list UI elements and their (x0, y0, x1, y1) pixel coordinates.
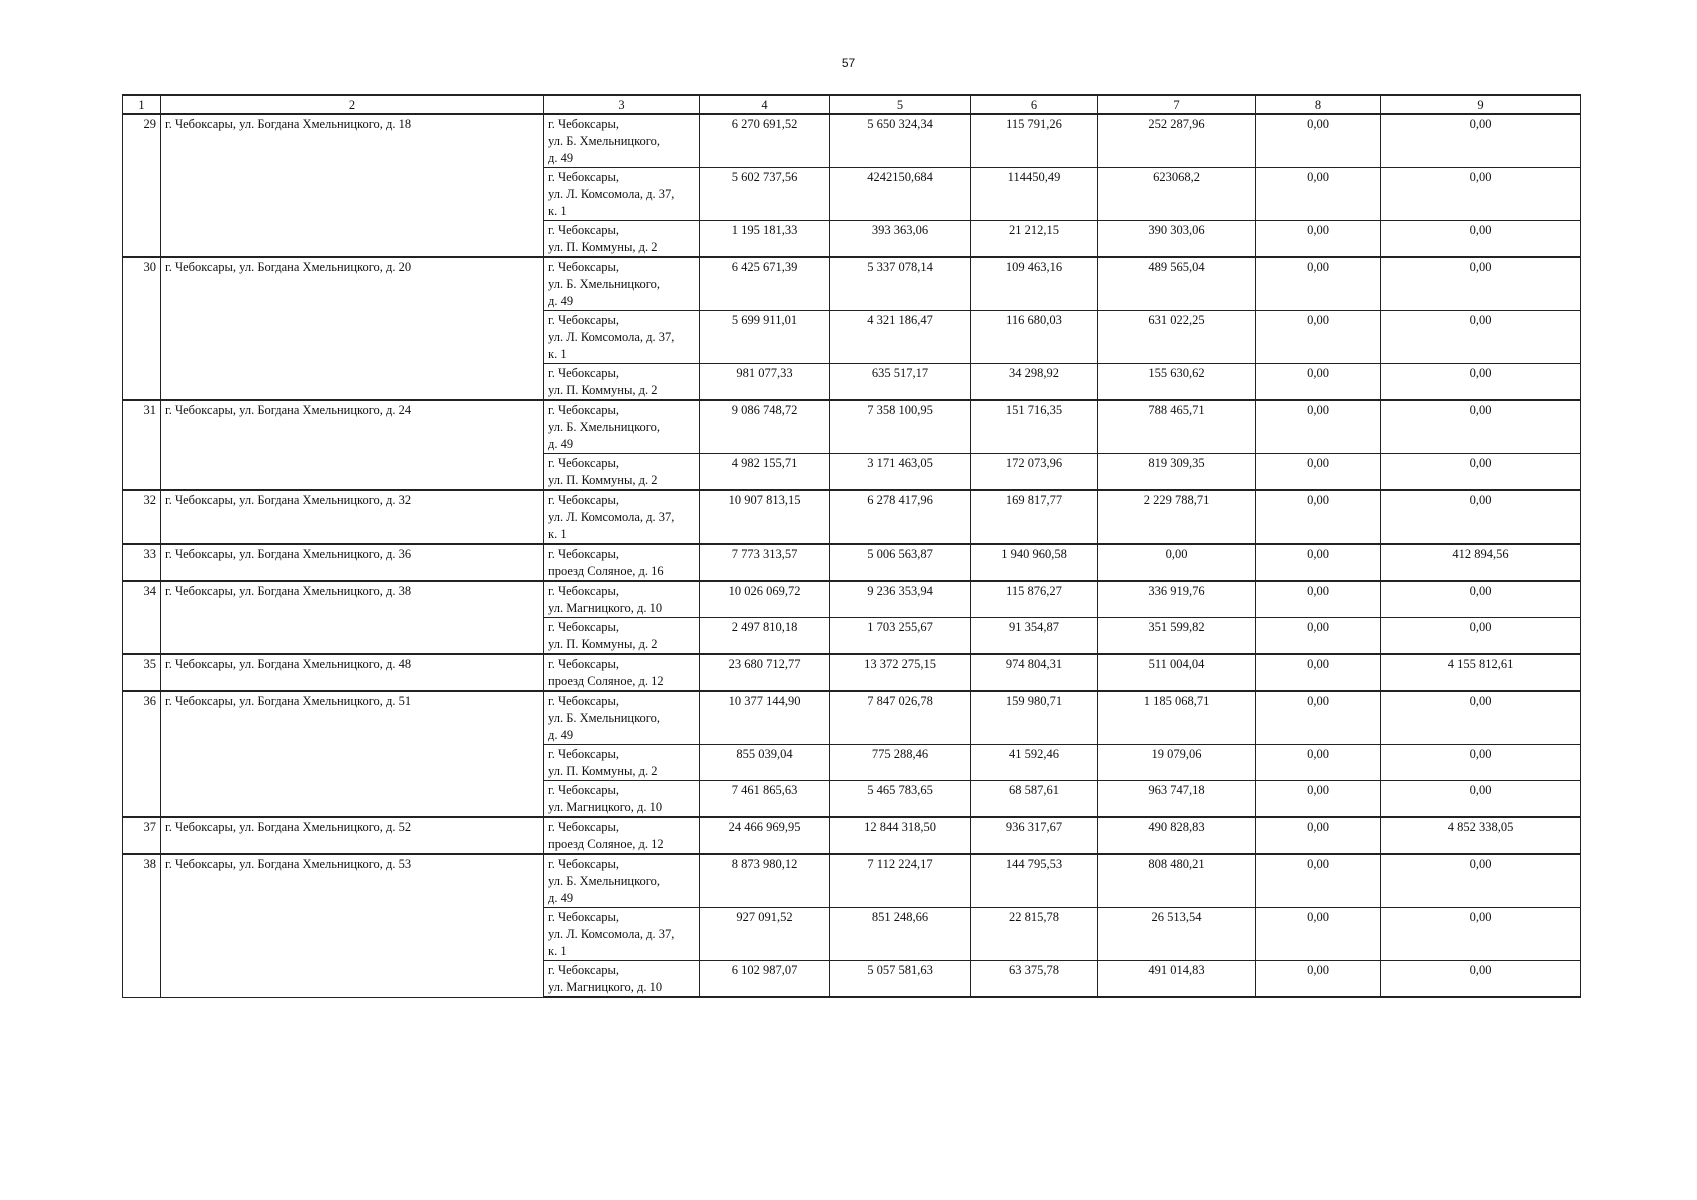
data-table (122, 94, 1581, 998)
value-cell-c8: 0,00 (1256, 490, 1381, 544)
page-number: 57 (841, 56, 856, 70)
source-address-cell (544, 961, 700, 998)
source-address-line: г. Чебоксары, (548, 783, 620, 797)
source-address-line: г. Чебоксары, (548, 313, 620, 327)
source-address-cell (544, 581, 700, 618)
header-cell: 5 (830, 95, 971, 114)
value-cell-c4: 1 195 181,33 (700, 221, 830, 258)
value-cell-c4: 10 907 813,15 (700, 490, 830, 544)
value-cell-c5: 5 006 563,87 (830, 544, 971, 581)
value-cell-c8: 0,00 (1256, 544, 1381, 581)
header-cell: 9 (1381, 95, 1581, 114)
value-cell-c7: 511 004,04 (1098, 654, 1256, 691)
table-body (123, 114, 1581, 997)
value-cell-c8: 0,00 (1256, 311, 1381, 364)
source-address-line: г. Чебоксары, (548, 584, 620, 598)
value-cell-c9: 0,00 (1381, 114, 1581, 168)
value-cell-c8: 0,00 (1256, 691, 1381, 745)
source-address-line: г. Чебоксары, (548, 117, 620, 131)
table-row (123, 854, 1581, 908)
header-cell: 8 (1256, 95, 1381, 114)
value-cell-c6: 21 212,15 (971, 221, 1098, 258)
value-cell-c8: 0,00 (1256, 854, 1381, 908)
source-address-line: г. Чебоксары, (548, 747, 620, 761)
value-cell-c9: 412 894,56 (1381, 544, 1581, 581)
header-cell: 1 (123, 95, 161, 114)
address-cell: г. Чебоксары, ул. Богдана Хмельницкого, д. 52 (161, 817, 544, 854)
value-cell-c6: 159 980,71 (971, 691, 1098, 745)
source-address-cell (544, 311, 700, 364)
source-address-cell (544, 618, 700, 655)
value-cell-c5: 635 517,17 (830, 364, 971, 401)
source-address-line: д. 49 (548, 294, 574, 308)
source-address-line: к. 1 (548, 347, 567, 361)
value-cell-c7: 2 229 788,71 (1098, 490, 1256, 544)
source-address-line: г. Чебоксары, (548, 820, 620, 834)
value-cell-c7: 0,00 (1098, 544, 1256, 581)
value-cell-c9: 0,00 (1381, 168, 1581, 221)
value-cell-c7: 351 599,82 (1098, 618, 1256, 655)
source-address-cell (544, 221, 700, 258)
source-address-line: проезд Соляное, д. 12 (548, 837, 664, 851)
source-address-cell (544, 400, 700, 454)
address-cell: г. Чебоксары, ул. Богдана Хмельницкого, д. 20 (161, 257, 544, 400)
source-address-line: ул. Магницкого, д. 10 (548, 800, 663, 814)
value-cell-c5: 6 278 417,96 (830, 490, 971, 544)
value-cell-c6: 22 815,78 (971, 908, 1098, 961)
value-cell-c4: 24 466 969,95 (700, 817, 830, 854)
value-cell-c4: 5 602 737,56 (700, 168, 830, 221)
value-cell-c7: 26 513,54 (1098, 908, 1256, 961)
value-cell-c4: 8 873 980,12 (700, 854, 830, 908)
source-address-line: г. Чебоксары, (548, 456, 620, 470)
source-address-cell (544, 168, 700, 221)
value-cell-c7: 489 565,04 (1098, 257, 1256, 311)
value-cell-c5: 5 465 783,65 (830, 781, 971, 818)
value-cell-c7: 491 014,83 (1098, 961, 1256, 998)
source-address-line: проезд Соляное, д. 16 (548, 564, 664, 578)
value-cell-c4: 2 497 810,18 (700, 618, 830, 655)
value-cell-c8: 0,00 (1256, 114, 1381, 168)
source-address-line: г. Чебоксары, (548, 170, 620, 184)
source-address-cell (544, 454, 700, 491)
source-address-line: г. Чебоксары, (548, 910, 620, 924)
value-cell-c9: 0,00 (1381, 691, 1581, 745)
value-cell-c9: 0,00 (1381, 745, 1581, 781)
value-cell-c6: 41 592,46 (971, 745, 1098, 781)
source-address-line: ул. Л. Комсомола, д. 37, (548, 927, 675, 941)
row-number-cell: 31 (123, 400, 161, 490)
source-address-line: ул. Л. Комсомола, д. 37, (548, 187, 675, 201)
value-cell-c5: 775 288,46 (830, 745, 971, 781)
source-address-line: ул. П. Коммуны, д. 2 (548, 473, 658, 487)
value-cell-c9: 0,00 (1381, 400, 1581, 454)
table-row (123, 114, 1581, 168)
value-cell-c6: 91 354,87 (971, 618, 1098, 655)
source-address-line: д. 49 (548, 891, 574, 905)
source-address-line: ул. Магницкого, д. 10 (548, 601, 663, 615)
address-cell: г. Чебоксары, ул. Богдана Хмельницкого, д. 24 (161, 400, 544, 490)
value-cell-c6: 109 463,16 (971, 257, 1098, 311)
source-address-line: ул. Л. Комсомола, д. 37, (548, 330, 675, 344)
source-address-line: г. Чебоксары, (548, 694, 620, 708)
source-address-line: ул. Б. Хмельницкого, (548, 874, 660, 888)
source-address-line: ул. П. Коммуны, д. 2 (548, 637, 658, 651)
source-address-line: г. Чебоксары, (548, 223, 620, 237)
value-cell-c7: 788 465,71 (1098, 400, 1256, 454)
source-address-line: г. Чебоксары, (548, 620, 620, 634)
value-cell-c9: 0,00 (1381, 581, 1581, 618)
header-row (123, 95, 1581, 114)
value-cell-c4: 10 377 144,90 (700, 691, 830, 745)
value-cell-c9: 0,00 (1381, 618, 1581, 655)
value-cell-c4: 855 039,04 (700, 745, 830, 781)
header-cell: 7 (1098, 95, 1256, 114)
value-cell-c6: 151 716,35 (971, 400, 1098, 454)
value-cell-c7: 390 303,06 (1098, 221, 1256, 258)
source-address-cell (544, 781, 700, 818)
value-cell-c6: 68 587,61 (971, 781, 1098, 818)
source-address-line: г. Чебоксары, (548, 493, 620, 507)
value-cell-c9: 4 155 812,61 (1381, 654, 1581, 691)
value-cell-c7: 19 079,06 (1098, 745, 1256, 781)
value-cell-c4: 6 102 987,07 (700, 961, 830, 998)
value-cell-c9: 0,00 (1381, 221, 1581, 258)
value-cell-c9: 4 852 338,05 (1381, 817, 1581, 854)
value-cell-c6: 115 876,27 (971, 581, 1098, 618)
address-cell: г. Чебоксары, ул. Богдана Хмельницкого, д. 32 (161, 490, 544, 544)
source-address-cell (544, 654, 700, 691)
address-cell: г. Чебоксары, ул. Богдана Хмельницкого, д. 36 (161, 544, 544, 581)
value-cell-c4: 927 091,52 (700, 908, 830, 961)
source-address-cell (544, 745, 700, 781)
row-number-cell: 32 (123, 490, 161, 544)
source-address-line: ул. Магницкого, д. 10 (548, 980, 663, 994)
value-cell-c5: 4242150,684 (830, 168, 971, 221)
value-cell-c8: 0,00 (1256, 817, 1381, 854)
value-cell-c6: 169 817,77 (971, 490, 1098, 544)
value-cell-c9: 0,00 (1381, 908, 1581, 961)
source-address-line: ул. П. Коммуны, д. 2 (548, 764, 658, 778)
table-row (123, 400, 1581, 454)
source-address-cell (544, 490, 700, 544)
header-cell: 2 (161, 95, 544, 114)
row-number-cell: 33 (123, 544, 161, 581)
value-cell-c5: 5 650 324,34 (830, 114, 971, 168)
source-address-line: ул. Б. Хмельницкого, (548, 711, 660, 725)
table-row (123, 257, 1581, 311)
value-cell-c7: 490 828,83 (1098, 817, 1256, 854)
source-address-line: д. 49 (548, 437, 574, 451)
source-address-line: г. Чебоксары, (548, 366, 620, 380)
header-cell: 4 (700, 95, 830, 114)
value-cell-c5: 1 703 255,67 (830, 618, 971, 655)
value-cell-c8: 0,00 (1256, 618, 1381, 655)
source-address-cell (544, 854, 700, 908)
source-address-line: д. 49 (548, 728, 574, 742)
table-row (123, 691, 1581, 745)
value-cell-c5: 851 248,66 (830, 908, 971, 961)
source-address-line: ул. П. Коммуны, д. 2 (548, 240, 658, 254)
row-number-cell: 29 (123, 114, 161, 257)
source-address-line: г. Чебоксары, (548, 547, 620, 561)
value-cell-c8: 0,00 (1256, 221, 1381, 258)
value-cell-c5: 9 236 353,94 (830, 581, 971, 618)
source-address-line: ул. Б. Хмельницкого, (548, 420, 660, 434)
table-row (123, 490, 1581, 544)
header-cell: 6 (971, 95, 1098, 114)
value-cell-c5: 5 337 078,14 (830, 257, 971, 311)
value-cell-c8: 0,00 (1256, 168, 1381, 221)
value-cell-c5: 393 363,06 (830, 221, 971, 258)
row-number-cell: 35 (123, 654, 161, 691)
address-cell: г. Чебоксары, ул. Богдана Хмельницкого, д. 38 (161, 581, 544, 654)
value-cell-c9: 0,00 (1381, 961, 1581, 998)
address-cell: г. Чебоксары, ул. Богдана Хмельницкого, д. 18 (161, 114, 544, 257)
row-number-cell: 34 (123, 581, 161, 654)
source-address-cell (544, 691, 700, 745)
value-cell-c7: 252 287,96 (1098, 114, 1256, 168)
value-cell-c5: 12 844 318,50 (830, 817, 971, 854)
source-address-line: ул. П. Коммуны, д. 2 (548, 383, 658, 397)
source-address-line: г. Чебоксары, (548, 963, 620, 977)
source-address-cell (544, 114, 700, 168)
value-cell-c8: 0,00 (1256, 257, 1381, 311)
value-cell-c6: 63 375,78 (971, 961, 1098, 998)
source-address-line: проезд Соляное, д. 12 (548, 674, 664, 688)
value-cell-c5: 7 112 224,17 (830, 854, 971, 908)
value-cell-c8: 0,00 (1256, 654, 1381, 691)
value-cell-c8: 0,00 (1256, 908, 1381, 961)
header-cell: 3 (544, 95, 700, 114)
value-cell-c4: 6 425 671,39 (700, 257, 830, 311)
value-cell-c6: 144 795,53 (971, 854, 1098, 908)
value-cell-c9: 0,00 (1381, 490, 1581, 544)
value-cell-c6: 936 317,67 (971, 817, 1098, 854)
value-cell-c5: 4 321 186,47 (830, 311, 971, 364)
address-cell: г. Чебоксары, ул. Богдана Хмельницкого, д. 53 (161, 854, 544, 997)
value-cell-c5: 3 171 463,05 (830, 454, 971, 491)
value-cell-c7: 631 022,25 (1098, 311, 1256, 364)
value-cell-c4: 23 680 712,77 (700, 654, 830, 691)
value-cell-c8: 0,00 (1256, 781, 1381, 818)
source-address-cell (544, 544, 700, 581)
value-cell-c6: 1 940 960,58 (971, 544, 1098, 581)
value-cell-c9: 0,00 (1381, 311, 1581, 364)
source-address-line: ул. Л. Комсомола, д. 37, (548, 510, 675, 524)
value-cell-c7: 963 747,18 (1098, 781, 1256, 818)
table-row (123, 817, 1581, 854)
row-number-cell: 36 (123, 691, 161, 817)
value-cell-c7: 155 630,62 (1098, 364, 1256, 401)
value-cell-c7: 1 185 068,71 (1098, 691, 1256, 745)
table-row (123, 544, 1581, 581)
value-cell-c4: 10 026 069,72 (700, 581, 830, 618)
value-cell-c5: 7 847 026,78 (830, 691, 971, 745)
value-cell-c4: 6 270 691,52 (700, 114, 830, 168)
value-cell-c5: 5 057 581,63 (830, 961, 971, 998)
value-cell-c7: 819 309,35 (1098, 454, 1256, 491)
value-cell-c7: 623068,2 (1098, 168, 1256, 221)
value-cell-c6: 172 073,96 (971, 454, 1098, 491)
table-row (123, 654, 1581, 691)
source-address-cell (544, 364, 700, 401)
source-address-line: ул. Б. Хмельницкого, (548, 134, 660, 148)
table-row (123, 581, 1581, 618)
value-cell-c9: 0,00 (1381, 854, 1581, 908)
value-cell-c4: 5 699 911,01 (700, 311, 830, 364)
source-address-line: г. Чебоксары, (548, 260, 620, 274)
source-address-cell (544, 908, 700, 961)
value-cell-c9: 0,00 (1381, 364, 1581, 401)
source-address-line: г. Чебоксары, (548, 403, 620, 417)
value-cell-c7: 808 480,21 (1098, 854, 1256, 908)
value-cell-c9: 0,00 (1381, 454, 1581, 491)
value-cell-c8: 0,00 (1256, 961, 1381, 998)
value-cell-c5: 13 372 275,15 (830, 654, 971, 691)
value-cell-c9: 0,00 (1381, 781, 1581, 818)
address-cell: г. Чебоксары, ул. Богдана Хмельницкого, д. 48 (161, 654, 544, 691)
source-address-line: д. 49 (548, 151, 574, 165)
source-address-line: к. 1 (548, 944, 567, 958)
source-address-line: к. 1 (548, 527, 567, 541)
value-cell-c8: 0,00 (1256, 400, 1381, 454)
address-cell: г. Чебоксары, ул. Богдана Хмельницкого, д. 51 (161, 691, 544, 817)
row-number-cell: 38 (123, 854, 161, 997)
row-number-cell: 37 (123, 817, 161, 854)
value-cell-c4: 7 773 313,57 (700, 544, 830, 581)
source-address-line: г. Чебоксары, (548, 857, 620, 871)
source-address-cell (544, 817, 700, 854)
source-address-cell (544, 257, 700, 311)
value-cell-c4: 7 461 865,63 (700, 781, 830, 818)
value-cell-c5: 7 358 100,95 (830, 400, 971, 454)
value-cell-c6: 114450,49 (971, 168, 1098, 221)
value-cell-c6: 116 680,03 (971, 311, 1098, 364)
value-cell-c6: 34 298,92 (971, 364, 1098, 401)
value-cell-c8: 0,00 (1256, 581, 1381, 618)
value-cell-c9: 0,00 (1381, 257, 1581, 311)
value-cell-c7: 336 919,76 (1098, 581, 1256, 618)
value-cell-c4: 4 982 155,71 (700, 454, 830, 491)
value-cell-c6: 974 804,31 (971, 654, 1098, 691)
value-cell-c8: 0,00 (1256, 364, 1381, 401)
row-number-cell: 30 (123, 257, 161, 400)
source-address-line: г. Чебоксары, (548, 657, 620, 671)
value-cell-c8: 0,00 (1256, 745, 1381, 781)
value-cell-c4: 9 086 748,72 (700, 400, 830, 454)
value-cell-c6: 115 791,26 (971, 114, 1098, 168)
source-address-line: ул. Б. Хмельницкого, (548, 277, 660, 291)
value-cell-c8: 0,00 (1256, 454, 1381, 491)
source-address-line: к. 1 (548, 204, 567, 218)
value-cell-c4: 981 077,33 (700, 364, 830, 401)
